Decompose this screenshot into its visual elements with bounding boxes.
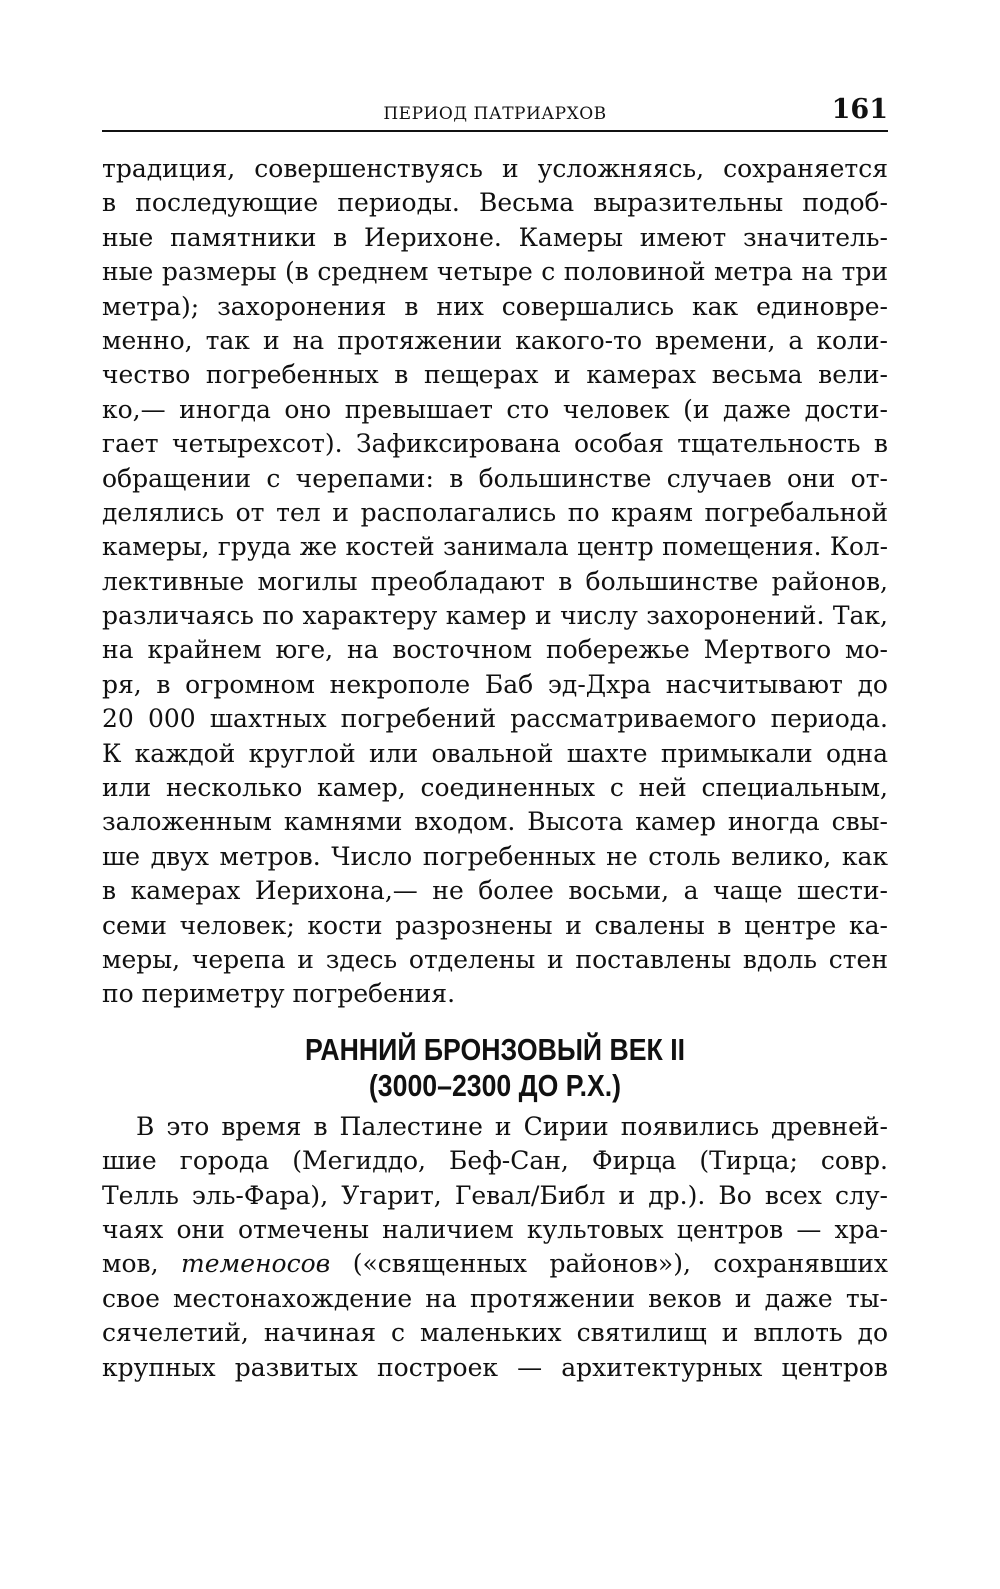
text-line: лективные могилы преобладают в большинстве районов, xyxy=(102,566,888,596)
text-line: ные памятники в Иерихоне. Камеры имеют значитель- xyxy=(102,222,888,252)
text-line: заложенным камнями входом. Высота камер иногда свы- xyxy=(102,807,888,837)
text-line: ные размеры (в среднем четыре с половиной метра на три xyxy=(102,257,888,287)
section-heading xyxy=(157,1032,833,1104)
paragraph-2 xyxy=(102,1110,888,1385)
text-line: 20 000 шахтных погребений рассматриваемого периода. xyxy=(102,704,888,734)
text-line: ря, в огромном некрополе Баб эд-Дхра насчитывают до xyxy=(102,669,888,699)
text-line: В это время в Палестине и Сирии появились древней- xyxy=(136,1111,888,1141)
text-line: чаях они отмечены наличием культовых центров — хра- xyxy=(102,1214,888,1244)
text-line: чество погребенных в пещерах и камерах весьма вели- xyxy=(102,360,888,390)
text-line: различаясь по характеру камер и числу захоронений. Так, xyxy=(102,601,888,631)
text-line: семи человек; кости разрознены и свалены в центре ка- xyxy=(102,910,888,940)
text-line: шие города (Мегиддо, Беф-Сан, Фирца (Тирца; совр. xyxy=(102,1146,888,1176)
text-fragment: мов, xyxy=(102,1249,182,1279)
running-title: ПЕРИОД ПАТРИАРХОВ xyxy=(383,104,607,124)
text-line: менно, так и на протяжении какого-то времени, а коли- xyxy=(102,325,888,355)
text-line: традиция, совершенствуясь и усложняясь, сохраняется xyxy=(102,154,888,183)
text-line: сячелетий, начиная с маленьких святилищ и вплоть до xyxy=(102,1318,888,1348)
text-line: в последующие периоды. Весьма выразительны подоб- xyxy=(102,188,888,218)
text-line: в камерах Иерихона,— не более восьми, а чаще шести- xyxy=(102,876,888,906)
text-line: обращении с черепами: в большинстве случаев они от- xyxy=(102,463,888,493)
text-line: или несколько камер, соединенных с ней специальным, xyxy=(102,773,888,803)
text-line: по периметру погребения. xyxy=(102,979,456,1009)
section-title-line-2: (3000–2300 ДО Р.Х.) xyxy=(368,1067,622,1103)
text-line: Телль эль-Фара), Угарит, Гевал/Библ и др.). Во всех слу- xyxy=(102,1180,888,1210)
running-head xyxy=(102,92,888,132)
text-line: ко,— иногда оно превышает сто человек (и даже дости- xyxy=(102,394,888,424)
paragraph-1 xyxy=(102,152,888,1012)
text-line: меры, черепа и здесь отделены и поставлены вдоль стен xyxy=(102,944,888,974)
text-line: гает четырехсот). Зафиксирована особая тщательность в xyxy=(102,429,888,459)
text-fragment: («священных районов»), сохранявших xyxy=(330,1249,889,1279)
text-line: К каждой круглой или овальной шахте примыкали одна xyxy=(102,738,888,768)
italic-term: теменосов xyxy=(181,1249,331,1279)
page-number: 161 xyxy=(831,94,888,125)
text-line: метра); захоронения в них совершались как единовре- xyxy=(102,291,888,321)
book-page xyxy=(102,92,888,1385)
text-line: камеры, груда же костей занимала центр помещения. Кол- xyxy=(102,532,888,562)
section-title-line-1: РАННИЙ БРОНЗОВЫЙ ВЕК II xyxy=(304,1031,686,1067)
text-line: делялись от тел и располагались по краям погребальной xyxy=(102,497,888,527)
text-line: свое местонахождение на протяжении веков и даже ты- xyxy=(102,1283,888,1313)
text-line: ше двух метров. Число погребенных не столь велико, как xyxy=(102,841,888,871)
text-line xyxy=(102,1247,888,1281)
text-line: на крайнем юге, на восточном побережье Мертвого мо- xyxy=(102,635,888,665)
text-line: крупных развитых построек — архитектурных центров xyxy=(102,1352,888,1382)
